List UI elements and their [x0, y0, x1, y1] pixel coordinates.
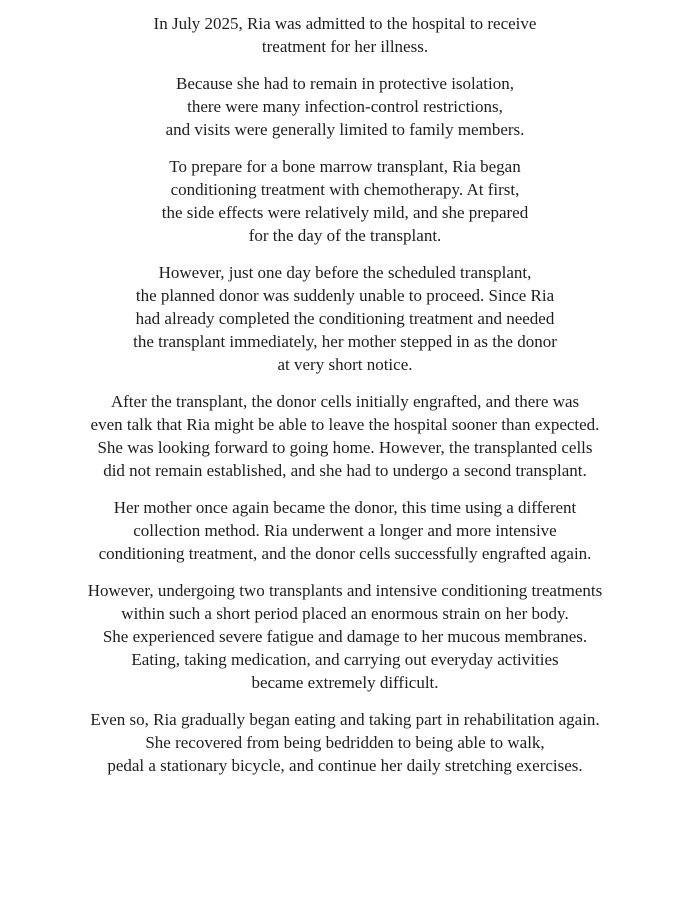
text-line: However, undergoing two transplants and intensive conditioning treatments: [87, 581, 603, 600]
text-line: After the transplant, the donor cells initially engrafted, and there was: [110, 392, 580, 411]
text-line: collection method. Ria underwent a longer and more intensive: [133, 521, 557, 540]
text-line: at very short notice.: [277, 355, 413, 374]
text-line: conditioning treatment with chemotherapy. At first,: [170, 180, 520, 199]
paragraph-second-transplant: [0, 496, 690, 565]
text-line: the planned donor was suddenly unable to proceed. Since Ria: [135, 286, 555, 305]
text-line: for the day of the transplant.: [248, 226, 442, 245]
text-line: She experienced severe fatigue and damage to her mucous membranes.: [102, 627, 588, 646]
text-line: there were many infection-control restrictions,: [187, 97, 503, 116]
paragraph-isolation: [0, 72, 690, 141]
text-line: Even so, Ria gradually began eating and taking part in rehabilitation again.: [90, 710, 600, 729]
text-line: In July 2025, Ria was admitted to the hospital to receive: [153, 14, 537, 33]
paragraph-first-transplant: [0, 390, 690, 482]
text-line: She recovered from being bedridden to being able to walk,: [145, 733, 545, 752]
text-line: had already completed the conditioning treatment and needed: [135, 309, 555, 328]
paragraph-admission: [0, 12, 690, 58]
text-line: even talk that Ria might be able to leave the hospital sooner than expected.: [90, 415, 600, 434]
text-line: the transplant immediately, her mother stepped in as the donor: [133, 332, 557, 351]
paragraph-conditioning: [0, 155, 690, 247]
text-line: pedal a stationary bicycle, and continue her daily stretching exercises.: [107, 756, 583, 775]
text-line: within such a short period placed an enormous strain on her body.: [121, 604, 569, 623]
text-line: became extremely difficult.: [251, 673, 439, 692]
document-body: [0, 12, 690, 791]
text-line: Her mother once again became the donor, this time using a different: [113, 498, 577, 517]
text-line: conditioning treatment, and the donor cells successfully engrafted again.: [98, 544, 592, 563]
text-line: the side effects were relatively mild, and she prepared: [161, 203, 529, 222]
text-line: treatment for her illness.: [261, 37, 429, 56]
paragraph-strain: [0, 579, 690, 694]
text-line: To prepare for a bone marrow transplant, Ria began: [169, 157, 521, 176]
text-line: However, just one day before the scheduled transplant,: [158, 263, 532, 282]
text-line: Because she had to remain in protective isolation,: [175, 74, 514, 93]
text-line: She was looking forward to going home. However, the transplanted cells: [97, 438, 593, 457]
text-line: and visits were generally limited to family members.: [165, 120, 525, 139]
paragraph-recovery: [0, 708, 690, 777]
paragraph-donor-change: [0, 261, 690, 376]
text-line: did not remain established, and she had to undergo a second transplant.: [103, 461, 587, 480]
text-line: Eating, taking medication, and carrying out everyday activities: [131, 650, 559, 669]
